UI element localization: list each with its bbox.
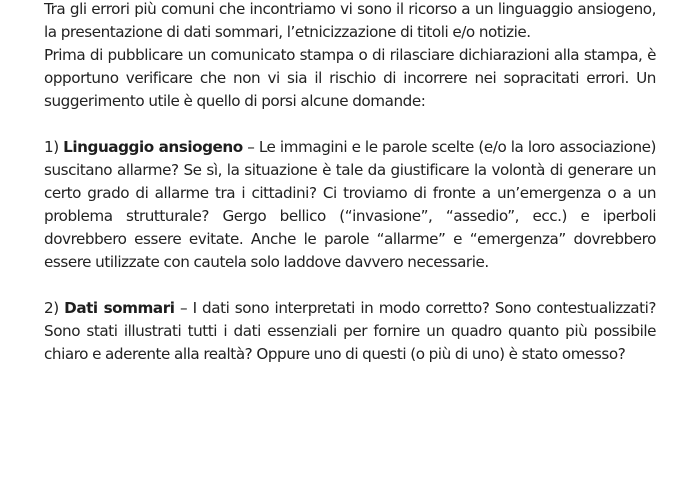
item-title: Dati sommari	[64, 299, 175, 317]
document-body	[44, 0, 656, 366]
item-dash: –	[247, 138, 255, 156]
item-text: I dati sono interpretati in modo corretto? Sono contestualizzati? Sono stati illustrati tutti i dati essenziali per fornire un quadro quanto più possibile chiaro e aderente alla realtà? Oppure uno di questi (o più di uno) è stato omesso?	[44, 299, 657, 363]
paragraph-spacer	[44, 274, 656, 297]
item-dati-sommari	[44, 297, 656, 366]
item-text: Le immagini e le parole scelte (e/o la loro associazione) suscitano allarme? Se sì, la situazione è tale da giustificare la volontà di generare un certo grado di allarme tra i cittadini? Ci troviamo di fronte a un’emergenza o a un problema strutturale? Gergo bellico (“invasione”, “assedio”, ecc.) e iperboli dovrebbero essere evitate. Anche le parole “allarme” e “emergenza” dovrebbero essere utilizzate con cautela solo laddove davvero necessarie.	[44, 138, 657, 271]
item-number: 1)	[44, 138, 59, 156]
item-number: 2)	[44, 299, 59, 317]
paragraph-spacer	[44, 113, 656, 136]
item-ansiogeno	[44, 136, 656, 274]
advice-paragraph: Prima di pubblicare un comunicato stampa o di rilasciare dichiarazioni alla stampa, è opportuno verificare che non vi sia il rischio di incorrere nei sopracitati errori. Un suggerimento utile è quello di porsi alcune domande:	[44, 46, 656, 110]
item-dash: –	[179, 299, 188, 317]
intro-paragraph: Tra gli errori più comuni che incontriamo vi sono il ricorso a un linguaggio ansiogeno, la presentazione di dati sommari, l’etnicizzazione di titoli e/o notizie.	[44, 0, 656, 41]
item-title: Linguaggio ansiogeno	[63, 138, 243, 156]
